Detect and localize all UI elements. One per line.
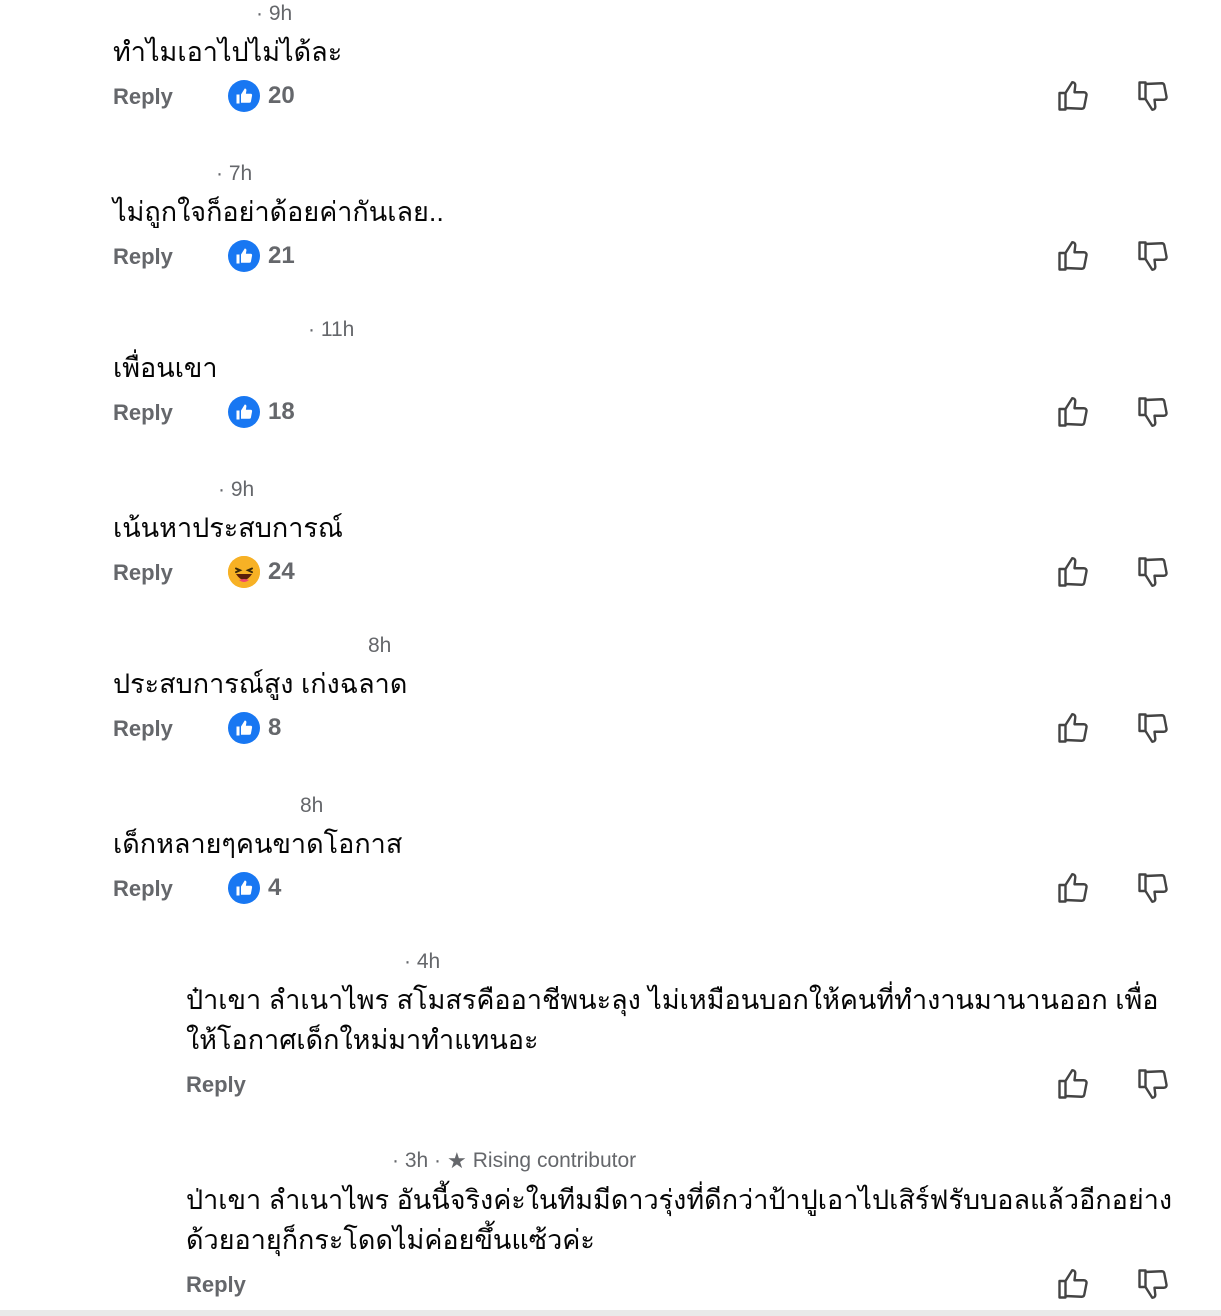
downvote-button[interactable] bbox=[1135, 710, 1171, 746]
thumbs-up-reaction-icon bbox=[228, 80, 260, 112]
downvote-button[interactable] bbox=[1135, 870, 1171, 906]
comment-timestamp: · 11h bbox=[308, 318, 355, 341]
bottom-divider bbox=[0, 1310, 1221, 1316]
star-icon: ★ bbox=[447, 1148, 467, 1173]
reaction-count: 21 bbox=[268, 242, 295, 269]
reaction-count: 20 bbox=[268, 82, 295, 109]
comment-text: ป๋าเขา ลำเนาไพร สโมสรคืออาชีพนะลุง ไม่เหมือนบอกให้คนที่ทำงานมานานออก เพื่อให้โอกาศเด็กใหม่มาทำแทนอะ bbox=[186, 985, 1159, 1055]
laughing-face-reaction-icon bbox=[228, 556, 260, 588]
downvote-button[interactable] bbox=[1135, 1066, 1171, 1102]
thumbs-down-outline-icon bbox=[1135, 1066, 1171, 1102]
downvote-button[interactable] bbox=[1135, 1266, 1171, 1302]
reaction-count: 4 bbox=[268, 874, 282, 901]
thumbs-down-outline-icon bbox=[1135, 78, 1171, 114]
reaction-count: 18 bbox=[268, 398, 295, 425]
thumbs-up-outline-icon bbox=[1055, 1266, 1091, 1302]
upvote-button[interactable] bbox=[1055, 870, 1091, 906]
reply-button[interactable]: Reply bbox=[113, 84, 173, 109]
comment-timestamp: · 9h bbox=[256, 2, 293, 25]
comment-timestamp: 8h bbox=[300, 794, 324, 817]
thumbs-up-outline-icon bbox=[1055, 710, 1091, 746]
upvote-button[interactable] bbox=[1055, 78, 1091, 114]
upvote-button[interactable] bbox=[1055, 710, 1091, 746]
thumbs-up-outline-icon bbox=[1055, 554, 1091, 590]
reaction-summary[interactable] bbox=[228, 240, 295, 272]
comment-text: เพื่อนเขา bbox=[113, 353, 218, 383]
comment-meta bbox=[392, 1148, 636, 1174]
downvote-button[interactable] bbox=[1135, 394, 1171, 430]
reaction-count: 8 bbox=[268, 714, 282, 741]
thumbs-up-outline-icon bbox=[1055, 78, 1091, 114]
reaction-summary[interactable] bbox=[228, 872, 281, 904]
thumbs-up-outline-icon bbox=[1055, 1066, 1091, 1102]
reaction-summary[interactable] bbox=[228, 80, 295, 112]
thumbs-down-outline-icon bbox=[1135, 710, 1171, 746]
thumbs-down-outline-icon bbox=[1135, 870, 1171, 906]
comment-text: ป่าเขา ลำเนาไพร อันนี้จริงค่ะในทีมมีดาวรุ่งที่ดีกว่าป้าปูเอาไปเสิร์ฟรับบอลแล้วอีกอย่างด้วยอายุก็กระโดดไม่ค่อยขึ้นแซ้วค่ะ bbox=[186, 1185, 1173, 1255]
thumbs-down-outline-icon bbox=[1135, 554, 1171, 590]
reply-button[interactable]: Reply bbox=[186, 1272, 246, 1297]
thumbs-up-reaction-icon bbox=[228, 240, 260, 272]
comment-text: ไม่ถูกใจก็อย่าด้อยค่ากันเลย.. bbox=[113, 197, 444, 227]
thumbs-up-reaction-icon bbox=[228, 872, 260, 904]
downvote-button[interactable] bbox=[1135, 78, 1171, 114]
comment-timestamp: · 7h bbox=[216, 162, 253, 185]
reply-button[interactable]: Reply bbox=[113, 560, 173, 585]
comment-text: เน้นหาประสบการณ์ bbox=[113, 513, 343, 543]
upvote-button[interactable] bbox=[1055, 554, 1091, 590]
reply-button[interactable]: Reply bbox=[186, 1072, 246, 1097]
comment-text: ประสบการณ์สูง เก่งฉลาด bbox=[113, 669, 408, 699]
contributor-badge: Rising contributor bbox=[472, 1149, 637, 1172]
upvote-button[interactable] bbox=[1055, 1266, 1091, 1302]
upvote-button[interactable] bbox=[1055, 1066, 1091, 1102]
upvote-button[interactable] bbox=[1055, 394, 1091, 430]
reply-button[interactable]: Reply bbox=[113, 244, 173, 269]
thumbs-up-outline-icon bbox=[1055, 238, 1091, 274]
comment-text: เด็กหลายๆคนขาดโอกาส bbox=[113, 829, 403, 859]
downvote-button[interactable] bbox=[1135, 238, 1171, 274]
reaction-summary[interactable] bbox=[228, 396, 295, 428]
reaction-summary[interactable] bbox=[228, 556, 295, 588]
thumbs-up-reaction-icon bbox=[228, 712, 260, 744]
upvote-button[interactable] bbox=[1055, 238, 1091, 274]
thumbs-up-outline-icon bbox=[1055, 394, 1091, 430]
thumbs-down-outline-icon bbox=[1135, 238, 1171, 274]
comment-timestamp: · 9h bbox=[218, 478, 255, 501]
thumbs-down-outline-icon bbox=[1135, 1266, 1171, 1302]
reply-button[interactable]: Reply bbox=[113, 400, 173, 425]
reaction-summary[interactable] bbox=[228, 712, 281, 744]
comment-timestamp: 8h bbox=[368, 634, 392, 657]
comment-timestamp: · 4h bbox=[404, 950, 441, 973]
reply-button[interactable]: Reply bbox=[113, 876, 173, 901]
thumbs-down-outline-icon bbox=[1135, 394, 1171, 430]
thumbs-up-outline-icon bbox=[1055, 870, 1091, 906]
downvote-button[interactable] bbox=[1135, 554, 1171, 590]
comment-text: ทำไมเอาไปไม่ได้ละ bbox=[113, 37, 343, 67]
reaction-count: 24 bbox=[268, 558, 295, 585]
thumbs-up-reaction-icon bbox=[228, 396, 260, 428]
reply-button[interactable]: Reply bbox=[113, 716, 173, 741]
comment-timestamp: · 3h · bbox=[392, 1149, 442, 1172]
